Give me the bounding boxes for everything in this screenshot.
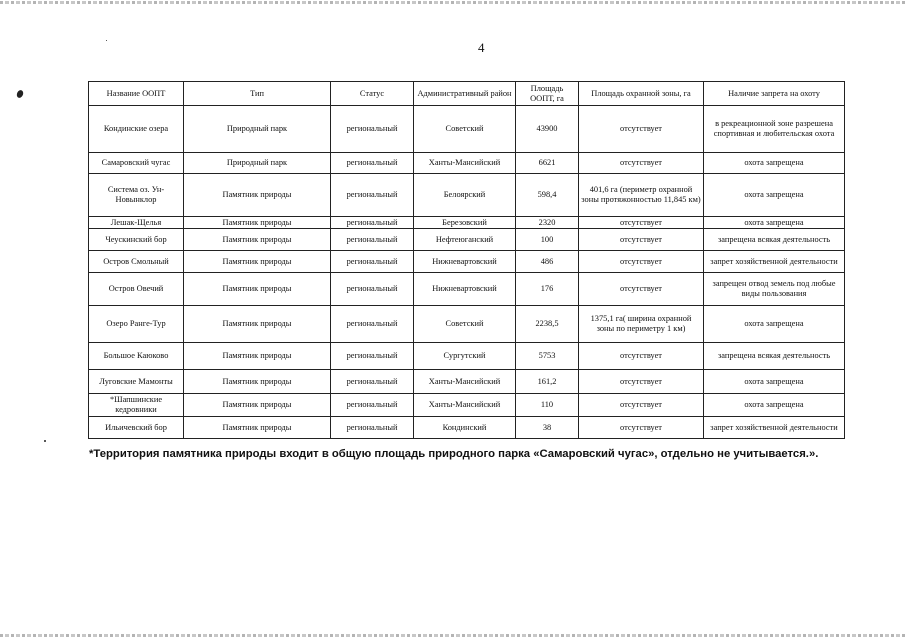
table-cell: запрет хозяйственной деятельности xyxy=(704,251,845,273)
table-cell: *Шапшинские кедровники xyxy=(89,394,184,417)
table-cell: Советский xyxy=(414,106,516,153)
table-cell: Памятник природы xyxy=(184,343,331,370)
table-cell: отсутствует xyxy=(579,251,704,273)
table-cell: 2238,5 xyxy=(516,306,579,343)
table-cell: Ханты-Мансийский xyxy=(414,153,516,174)
table-cell: Памятник природы xyxy=(184,306,331,343)
table-cell: региональный xyxy=(331,306,414,343)
table-cell: региональный xyxy=(331,153,414,174)
table-cell: Белоярский xyxy=(414,174,516,217)
table-cell: Нижневартовский xyxy=(414,273,516,306)
header-cell: Площадь ООПТ, га xyxy=(516,82,579,106)
header-cell: Площадь охранной зоны, га xyxy=(579,82,704,106)
scan-speck xyxy=(106,40,107,41)
table-cell: охота запрещена xyxy=(704,153,845,174)
table-cell: региональный xyxy=(331,273,414,306)
table-cell: в рекреационной зоне разрешена спортивная и любительская охота xyxy=(704,106,845,153)
table-cell: Березовский xyxy=(414,217,516,229)
table-cell: отсутствует xyxy=(579,343,704,370)
table-cell: Памятник природы xyxy=(184,394,331,417)
table-cell: Памятник природы xyxy=(184,174,331,217)
table-cell: региональный xyxy=(331,106,414,153)
table-row xyxy=(89,106,845,153)
table-row xyxy=(89,417,845,439)
table-cell: охота запрещена xyxy=(704,217,845,229)
table-cell: отсутствует xyxy=(579,417,704,439)
table-cell: Советский xyxy=(414,306,516,343)
header-cell: Статус xyxy=(331,82,414,106)
table-cell: 161,2 xyxy=(516,370,579,394)
table-cell: Памятник природы xyxy=(184,370,331,394)
table-cell: 2320 xyxy=(516,217,579,229)
table-cell: региональный xyxy=(331,229,414,251)
table-cell: 5753 xyxy=(516,343,579,370)
table-cell: Природный парк xyxy=(184,106,331,153)
protected-areas-table xyxy=(88,81,845,439)
table-cell: Остров Смольный xyxy=(89,251,184,273)
table-cell: отсутствует xyxy=(579,229,704,251)
table-cell: 110 xyxy=(516,394,579,417)
table-cell: Лешак-Щелья xyxy=(89,217,184,229)
table-cell: региональный xyxy=(331,417,414,439)
scan-edge-top xyxy=(0,1,905,4)
table-cell: Луговские Мамонты xyxy=(89,370,184,394)
table-cell: Самаровский чугас xyxy=(89,153,184,174)
table-cell: Природный парк xyxy=(184,153,331,174)
table-cell: 6621 xyxy=(516,153,579,174)
table-cell: запрещен отвод земель под любые виды пользования xyxy=(704,273,845,306)
table-cell: Памятник природы xyxy=(184,229,331,251)
footnote: *Территория памятника природы входит в общую площадь природного парка «Самаровский чугас», отдельно не учитывается.». xyxy=(89,448,819,460)
table-cell: отсутствует xyxy=(579,394,704,417)
table-cell: Памятник природы xyxy=(184,273,331,306)
table-cell: Нефтеюганский xyxy=(414,229,516,251)
table-cell: 401,6 га (периметр охранной зоны протяжонностью 11,845 км) xyxy=(579,174,704,217)
table-cell: запрещена всякая деятельность xyxy=(704,229,845,251)
table-row xyxy=(89,370,845,394)
table-cell: охота запрещена xyxy=(704,394,845,417)
table-cell: Большое Каюково xyxy=(89,343,184,370)
scan-edge-bottom xyxy=(0,634,905,637)
table-cell: региональный xyxy=(331,251,414,273)
table-cell: Озеро Ранге-Тур xyxy=(89,306,184,343)
header-cell: Административный район xyxy=(414,82,516,106)
table-row xyxy=(89,217,845,229)
table-cell: региональный xyxy=(331,343,414,370)
table-cell: Ханты-Мансийский xyxy=(414,370,516,394)
page-number: 4 xyxy=(478,40,485,55)
table-cell: Памятник природы xyxy=(184,417,331,439)
table-cell: 486 xyxy=(516,251,579,273)
header-cell: Тип xyxy=(184,82,331,106)
table-cell: региональный xyxy=(331,174,414,217)
table-cell: отсутствует xyxy=(579,370,704,394)
table-row xyxy=(89,229,845,251)
table-cell: отсутствует xyxy=(579,106,704,153)
table-cell: 598,4 xyxy=(516,174,579,217)
header-cell: Название ООПТ xyxy=(89,82,184,106)
table-cell: Памятник природы xyxy=(184,217,331,229)
table-cell: отсутствует xyxy=(579,273,704,306)
table-cell: региональный xyxy=(331,394,414,417)
table-cell: 43900 xyxy=(516,106,579,153)
table-cell: 176 xyxy=(516,273,579,306)
table-cell: Ильичевский бор xyxy=(89,417,184,439)
table-cell: отсутствует xyxy=(579,217,704,229)
scan-speck xyxy=(44,440,46,442)
table-cell: запрет хозяйственной деятельности xyxy=(704,417,845,439)
table-cell: 100 xyxy=(516,229,579,251)
table-cell: Памятник природы xyxy=(184,251,331,273)
table-cell: региональный xyxy=(331,370,414,394)
table-cell: Остров Овечий xyxy=(89,273,184,306)
table-cell: региональный xyxy=(331,217,414,229)
table-cell: Ханты-Мансийский xyxy=(414,394,516,417)
table-row xyxy=(89,153,845,174)
table-cell: Кондинский xyxy=(414,417,516,439)
table-cell: охота запрещена xyxy=(704,370,845,394)
scan-speck xyxy=(16,89,25,99)
table-cell: Нижневартовский xyxy=(414,251,516,273)
table-row xyxy=(89,343,845,370)
header-cell: Наличие запрета на охоту xyxy=(704,82,845,106)
table-row xyxy=(89,273,845,306)
table-cell: 1375,1 га( ширина охранной зоны по периметру 1 км) xyxy=(579,306,704,343)
header-row xyxy=(89,82,845,106)
table-cell: отсутствует xyxy=(579,153,704,174)
table-row xyxy=(89,174,845,217)
table-cell: охота запрещена xyxy=(704,306,845,343)
table-cell: Сургутский xyxy=(414,343,516,370)
table-cell: запрещена всякая деятельность xyxy=(704,343,845,370)
table-row xyxy=(89,394,845,417)
table-cell: Система оз. Ун-Новынклор xyxy=(89,174,184,217)
table-row xyxy=(89,306,845,343)
table-cell: охота запрещена xyxy=(704,174,845,217)
table-cell: Кондинские озера xyxy=(89,106,184,153)
table-cell: Чеускинский бор xyxy=(89,229,184,251)
table-row xyxy=(89,251,845,273)
table-cell: 38 xyxy=(516,417,579,439)
